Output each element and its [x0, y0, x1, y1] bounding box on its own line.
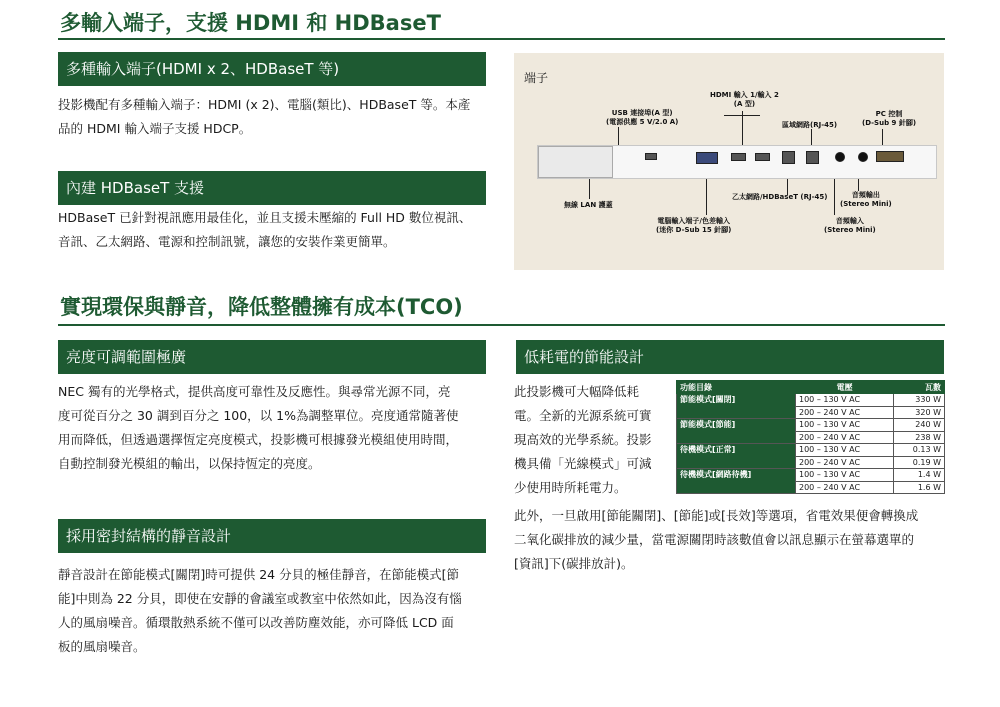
- text-line: 少使用時所耗電力。: [514, 480, 627, 495]
- audio-out-jack: [858, 152, 868, 162]
- text-line: 投影機配有多種輸入端子：HDMI (x 2)、電腦(類比)、HDBaseT 等。本產: [58, 97, 471, 112]
- feature-title: 多種輸入端子(HDMI x 2、HDBaseT 等): [58, 52, 486, 86]
- computer-input-label: 電腦輸入端子/色差輸入 (迷你 D-Sub 15 針腳): [656, 217, 732, 234]
- voltage-cell: 200 – 240 V AC: [796, 456, 894, 469]
- table-header: 瓦數: [894, 381, 945, 394]
- feature-text: [58, 206, 498, 254]
- mode-cell: 節能模式[關閉]: [677, 394, 796, 419]
- text-line: 板的風扇噪音。: [58, 639, 146, 654]
- text-line: NEC 獨有的光學格式，提供高度可靠性及反應性。與尋常光源不同，亮: [58, 384, 451, 399]
- leader-line: [742, 111, 743, 145]
- watts-cell: 0.13 W: [894, 444, 945, 457]
- leader-line: [724, 115, 760, 116]
- lan-port: [806, 151, 819, 164]
- table-row: [677, 469, 945, 482]
- voltage-cell: 100 – 130 V AC: [796, 394, 894, 407]
- watts-cell: 330 W: [894, 394, 945, 407]
- audio-in-label: 音頻輸入 (Stereo Mini): [824, 217, 876, 234]
- leader-line: [589, 179, 590, 199]
- text-line: 能]中則為 22 分貝，即使在安靜的會議室或教室中依然如此，因為沒有惱: [58, 591, 462, 606]
- leader-line: [618, 127, 619, 145]
- watts-cell: 238 W: [894, 431, 945, 444]
- ethernet-port: [782, 151, 795, 164]
- feature-text: [58, 380, 498, 476]
- section-rule: [58, 38, 945, 40]
- feature-text: [514, 380, 674, 500]
- figure-title: 端子: [524, 71, 549, 85]
- watts-cell: 320 W: [894, 406, 945, 419]
- feature-text: [58, 563, 498, 659]
- voltage-cell: 100 – 130 V AC: [796, 444, 894, 457]
- usb-port: [645, 153, 657, 160]
- text-line: 品的 HDMI 輸入端子支援 HDCP。: [58, 121, 252, 136]
- wlan-cover: [538, 146, 613, 178]
- table-header: 功能目錄: [677, 381, 796, 394]
- text-line: 此投影機可大幅降低耗: [514, 384, 640, 399]
- ethernet-label: 乙太網路/HDBaseT (RJ-45): [732, 193, 828, 201]
- audio-out-label: 音頻輸出 (Stereo Mini): [840, 191, 892, 208]
- leader-line: [811, 129, 812, 145]
- wlan-cover-label: 無線 LAN 護蓋: [564, 201, 613, 209]
- audio-in-jack: [835, 152, 845, 162]
- mode-cell: 待機模式[正常]: [677, 444, 796, 469]
- table-row: [677, 394, 945, 407]
- terminal-panel: [537, 145, 937, 179]
- feature-title: 低耗電的節能設計: [516, 340, 944, 374]
- text-line: 二氧化碳排放的減少量，當電源關閉時該數值會以訊息顯示在螢幕選單的: [514, 532, 915, 547]
- text-line: 靜音設計在節能模式[關閉]時可提供 24 分貝的極佳靜音，在節能模式[節: [58, 567, 459, 582]
- terminal-figure: [514, 53, 944, 270]
- voltage-cell: 200 – 240 V AC: [796, 431, 894, 444]
- text-line: HDBaseT 已針對視訊應用最佳化，並且支援未壓縮的 Full HD 數位視訊、: [58, 210, 472, 225]
- mode-cell: 節能模式[節能]: [677, 419, 796, 444]
- text-line: 音訊、乙太網路、電源和控制訊號，讓您的安裝作業更簡單。: [58, 234, 396, 249]
- voltage-cell: 100 – 130 V AC: [796, 469, 894, 482]
- text-line: [資訊]下(碳排放計)。: [514, 556, 634, 571]
- section-heading: 多輸入端子，支援 HDMI 和 HDBaseT: [60, 11, 441, 35]
- feature-title: 採用密封結構的靜音設計: [58, 519, 486, 553]
- leader-line: [834, 179, 835, 215]
- text-line: 此外，一旦啟用[節能關閉]、[節能]或[長效]等選項，省電效果便會轉換成: [514, 508, 919, 523]
- voltage-cell: 100 – 130 V AC: [796, 419, 894, 432]
- section-heading: 實現環保與靜音，降低整體擁有成本(TCO): [60, 295, 463, 319]
- table-row: [677, 444, 945, 457]
- power-table: [676, 380, 945, 494]
- table-header: 電壓: [796, 381, 894, 394]
- watts-cell: 1.4 W: [894, 469, 945, 482]
- pc-control-label: PC 控制 (D-Sub 9 針腳): [862, 110, 917, 127]
- feature-text: [58, 93, 498, 141]
- voltage-cell: 200 – 240 V AC: [796, 406, 894, 419]
- feature-title: 亮度可調範圍極廣: [58, 340, 486, 374]
- text-line: 機具備「光線模式」可減: [514, 456, 652, 471]
- pc-control-port: [876, 151, 904, 162]
- section-rule: [58, 324, 945, 326]
- voltage-cell: 200 – 240 V AC: [796, 481, 894, 494]
- hdmi-port-1: [731, 153, 746, 161]
- text-line: 現高效的光學系統。投影: [514, 432, 652, 447]
- text-line: 人的風扇噪音。循環散熱系統不僅可以改善防塵效能，亦可降低 LCD 面: [58, 615, 454, 630]
- leader-line: [858, 179, 859, 191]
- hdmi-input-label: HDMI 輸入 1/輸入 2 (A 型): [710, 91, 779, 108]
- mode-cell: 待機模式[網路待機]: [677, 469, 796, 494]
- usb-port-label: USB 連接埠(A 型) (電源供應 5 V/2.0 A): [606, 109, 679, 126]
- lan-label: 區域網路(RJ-45): [782, 121, 838, 129]
- text-line: 度可從百分之 30 調到百分之 100，以 1%為調整單位。亮度通常隨著使: [58, 408, 459, 423]
- text-line: 電。全新的光源系統可實: [514, 408, 652, 423]
- text-line: 自動控制發光模組的輸出，以保持恆定的亮度。: [58, 456, 321, 471]
- hdmi-port-2: [755, 153, 770, 161]
- watts-cell: 240 W: [894, 419, 945, 432]
- watts-cell: 0.19 W: [894, 456, 945, 469]
- leader-line: [706, 179, 707, 215]
- feature-text: [514, 504, 946, 576]
- table-row: [677, 419, 945, 432]
- leader-line: [882, 129, 883, 145]
- vga-port: [696, 152, 718, 164]
- watts-cell: 1.6 W: [894, 481, 945, 494]
- text-line: 用而降低，但透過選擇恆定亮度模式，投影機可根據發光模組使用時間，: [58, 432, 459, 447]
- feature-title: 內建 HDBaseT 支援: [58, 171, 486, 205]
